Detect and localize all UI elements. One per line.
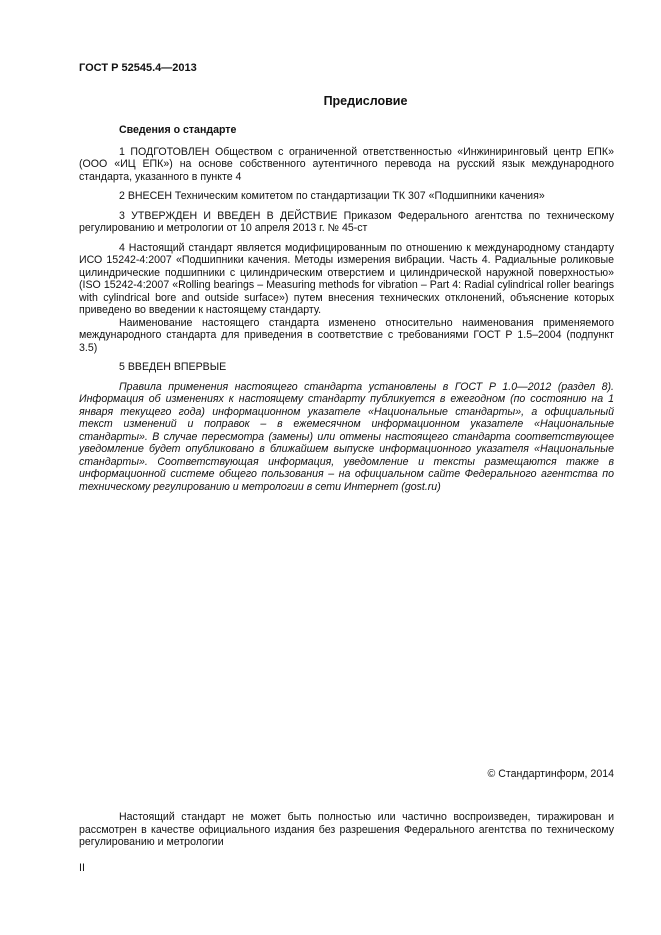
section-heading: Сведения о стандарте bbox=[119, 124, 237, 136]
paragraph-prepared: 1 ПОДГОТОВЛЕН Обществом с ограниченной ответственностью «Инжиниринговый центр ЕПК» (ООО «ИЦ ЕПК») на основе собственного аутентичного перевода на русский язык международного стандарта, указанного в пункте 4 bbox=[79, 145, 614, 183]
foreword-body bbox=[79, 124, 614, 493]
paragraph-modified: 4 Настоящий стандарт является модифицированным по отношению к международному стандарту ИСО 15242-4:2007 «Подшипники качения. Методы измерения вибрации. Часть 4. Радиальные роликовые цилиндрические подшипники с цилиндрическим отверстием и цилиндрической наружной поверхностью» (ISO 15242-4:2007 «Rolling bearings – Measuring methods for vibration – Part 4: Radial cylindrical roller bearings with cylindrical bore and outside surface») путем внесения технических отклонений, объяснение которых приведено во введении к настоящему стандарту. bbox=[79, 241, 614, 316]
page-number: II bbox=[79, 862, 85, 874]
paragraph-introduced: 2 ВНЕСЕН Техническим комитетом по стандартизации ТК 307 «Подшипники качения» bbox=[119, 190, 545, 202]
paragraph-first-introduced: 5 ВВЕДЕН ВПЕРВЫЕ bbox=[119, 361, 227, 373]
paragraph-name-change: Наименование настоящего стандарта изменено относительно наименования применяемого международного стандарта для приведения в соответствие с требованиями ГОСТ Р 1.5–2004 (подпункт 3.5) bbox=[79, 316, 614, 354]
page-title: Предисловие bbox=[323, 94, 408, 108]
copyright-notice: © Стандартинформ, 2014 bbox=[487, 768, 614, 780]
reproduction-note: Настоящий стандарт не может быть полностью или частично воспроизведен, тиражирован и рассмотрен в качестве официального издания без разрешения Федерального агентства по техническому регулированию и метрологии bbox=[79, 811, 614, 848]
paragraph-application-rules: Правила применения настоящего стандарта установлены в ГОСТ Р 1.0—2012 (раздел 8). Информация об изменениях к настоящему стандарту публикуется в ежегодном (по состоянию на 1 января текущего года) информационном указателе «Национальные стандарты», а официальный текст изменений и поправок – в ежемесячном информационном указателе «Национальные стандарты». В случае пересмотра (замены) или отмены настоящего стандарта соответствующее уведомление будет опубликовано в ближайшем выпуске информационного указателя «Национальные стандарты». Соответствующая информация, уведомление и тексты размещаются также в информационной системе общего пользования – на официальном сайте Федерального агентства по техническому регулированию и метрологии в сети Интернет (gost.ru) bbox=[79, 380, 614, 493]
standard-code: ГОСТ Р 52545.4—2013 bbox=[79, 62, 197, 74]
paragraph-approved: 3 УТВЕРЖДЕН И ВВЕДЕН В ДЕЙСТВИЕ Приказом Федерального агентства по техническому регулированию и метрологии от 10 апреля 2013 г. № 45-ст bbox=[79, 209, 614, 234]
